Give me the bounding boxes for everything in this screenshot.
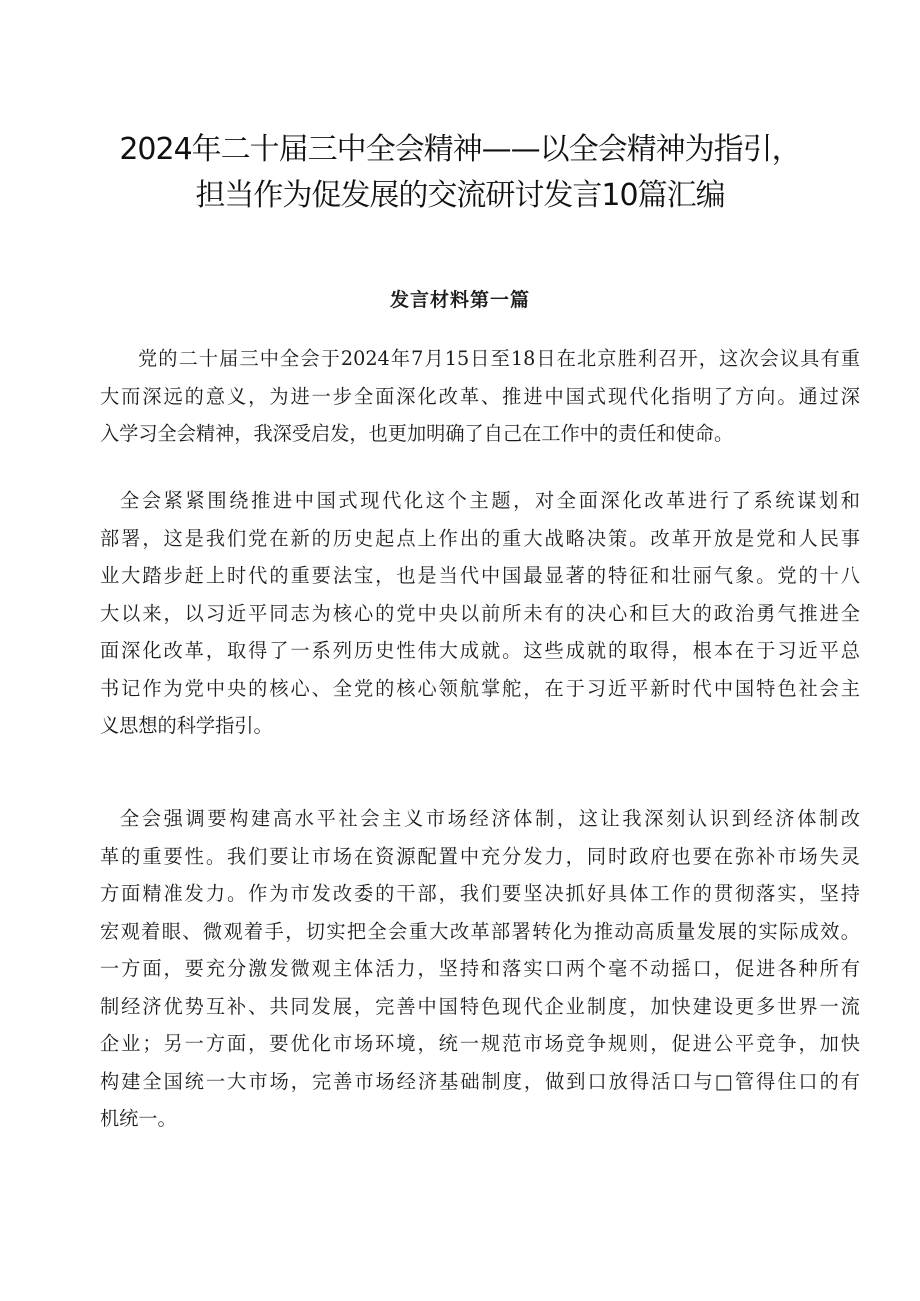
document-title-line-1: 2024年二十届三中全会精神——以全会精神为指引， [119,132,801,167]
paragraph-line: 全会强调要构建高水平社会主义市场经济体制，这让我深刻认识到经济体制改 [120,807,860,830]
paragraph-line: 构建全国统一大市场，完善市场经济基础制度，做到口放得活口与□管得住口的有 [100,1069,860,1093]
paragraph-line: 面深化改革，取得了一系列历史性伟大成就。这些成就的取得，根本在于习近平总 [100,639,860,662]
paragraph-1 [100,340,860,453]
paragraph-line: 大而深远的意义，为进一步全面深化改革、推进中国式现代化指明了方向。通过深 [100,384,860,408]
paragraph-line: 义思想的科学指引。 [100,714,273,737]
paragraph-line: 一方面，要充分激发微观主体活力，坚持和落实口两个毫不动摇口，促进各种所有 [100,957,860,980]
paragraph-line: 制经济优势互补、共同发展，完善中国特色现代企业制度，加快建设更多世界一流 [100,994,860,1018]
document-title-line-2: 担当作为促发展的交流研讨发言10篇汇编 [195,178,725,213]
paragraph-line: 宏观着眼、微观着手，切实把全会重大改革部署转化为推动高质量发展的实际成效。 [100,919,860,943]
paragraph-2 [100,482,860,745]
paragraph-line: 企业；另一方面，要优化市场环境，统一规范市场竞争规则，促进公平竞争，加快 [100,1032,860,1055]
paragraph-line: 方面精准发力。作为市发改委的干部，我们要坚决抓好具体工作的贯彻落实，坚持 [100,882,860,905]
paragraph-line: 全会紧紧围绕推进中国式现代化这个主题，对全面深化改革进行了系统谋划和 [120,489,860,512]
paragraph-line: 大以来，以习近平同志为核心的党中央以前所未有的决心和巨大的政治勇气推进全 [100,601,860,625]
section-heading: 发言材料第一篇 [389,289,530,311]
paragraph-3 [100,800,860,1138]
paragraph-line: 党的二十届三中全会于2024年7月15日至18日在北京胜利召开，这次会议具有重 [138,347,860,370]
paragraph-line: 业大踏步赶上时代的重要法宝，也是当代中国最显著的特征和壮丽气象。党的十八 [100,564,860,587]
paragraph-line: 革的重要性。我们要让市场在资源配置中充分发力，同时政府也要在弥补市场失灵 [100,844,860,868]
paragraph-line: 部署，这是我们党在新的历史起点上作出的重大战略决策。改革开放是党和人民事 [100,526,860,550]
paragraph-line: 入学习全会精神，我深受启发，也更加明确了自己在工作中的责任和使命。 [100,422,734,445]
paragraph-line: 书记作为党中央的核心、全党的核心领航掌舵，在于习近平新时代中国特色社会主 [100,676,860,700]
paragraph-line: 机统一。 [100,1107,177,1130]
